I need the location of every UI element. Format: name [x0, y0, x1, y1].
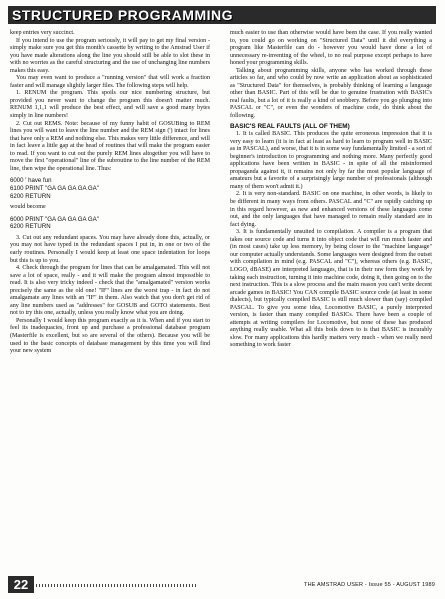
- paragraph: 1. It is called BASIC. This produces the quite erroneous impression that it is very easy to learn (it is in fact at least as hard to learn to program well in BASIC as in PASCAL), and worse, that it is in some way fundamentally limited - a sort of beginner's introduction to programming and nothing more. Many perfectly good applications have been written in BASIC - in spite of all the misinformed propaganda against it, it remains not only by far the most popular language of amateurs but a favorite of a surprisingly large number of professionals (although many of them won't admit it.): [230, 131, 432, 190]
- paragraph: much easier to use than otherwise would have been the case. If you really wanted to, you could go on working on "Structured Data" until it did everything a program like Masterfile can do - however you would have done a lot of unnecessary re-inventing of the wheel, to no real purpose except perhaps to have honed your programming skills.: [230, 30, 432, 67]
- paragraph: 2. Cut out REMS. Note: because of my funny habit of GOSUBing to REM lines you will want to leave the line number and the REM sign (') intact for lines that have only a REM and nothing else. This makes very little difference, and will in fact leave a little gap at the head of routines that will make the program easier to read. If you want to cut out the purely REM lines altogether you will have to move the first "operational" line of the subroutine to the line number of the REM line, then wipe the operational line. Thus:: [10, 120, 210, 172]
- left-column: [10, 30, 210, 356]
- paragraph: 2. It is very non-standard. BASIC on one machine, in other words, is likely to be different in many ways from others. PASCAL and "C" are rapidly catching up in this regard however, as new and enhanced versions of these languages come out, and the only languages that have managed to remain really standard are in fact dying.: [230, 191, 432, 228]
- paragraph: Talking about programming skills, anyone who has worked through these articles so far, and who could by now write an application about as sophisticated as "Structured Data" for themselves, is probably thinking of learning a language other than BASIC. Part of this will be due to genuine frustration with BASIC's real faults, but a lot of it is really a kind of snobbery. Before you go plunging into PASCAL or "C", or even the wonders of machine code, do think about the following.: [230, 67, 432, 120]
- code-line: 6200 RETURN: [10, 223, 51, 231]
- code-line: 6100 PRINT "GA GA GA GA GA": [10, 184, 99, 192]
- code-line: 6000 ' have fun: [10, 177, 52, 185]
- right-column: [230, 30, 432, 350]
- code-line: 6200 RETURN: [10, 192, 51, 200]
- footer-publication: THE AMSTRAD USER - Issue 55 - AUGUST 1989: [304, 582, 435, 588]
- paragraph: 1. RENUM the program. This spoils our nice numbering structure, but provided you never want to change the program this doesn't matter much. RENUM 1,1,1 will produce the best effect, and will save a good many bytes simply in line numbers!: [10, 90, 210, 120]
- paragraph: 4. Check through the program for lines that can be amalgamated. This will not save a lot of space, really - and it will make the program almost impossible to read. It is also very tricky indeed - check that the "amalgamated" version works precisely the same as the old one! "IF" lines are the worst trap - in fact do not amalgamate any lines with an "IF" in them. Also watch that you don't get rid of any line numbers used as "addresses" for GOSUB and GOTO statements. Best not to try this one, actually, unless you really know what you are doing.: [10, 265, 210, 317]
- page-number: 22: [8, 576, 34, 593]
- code-listing-1: [10, 177, 210, 200]
- footer-divider: [36, 584, 196, 587]
- paragraph: You may even want to produce a "running version" that will work a fraction faster and will manage slightly larger files. The following steps will help.: [10, 75, 210, 89]
- paragraph: 3. It is fundamentally unsuited to compilation. A compiler is a program that takes our source code and turns it into object code that will run much faster and (in most cases) take up less memory, by being closer to the "machine language" our computer actually understands. Some languages were designed from the outset with compilation in mind (e.g. PASCAL and "C"), whereas others (e.g. BASIC, LOGO, dBASE) are interpreted languages, that is in their raw form they work by taking each instruction, turning it into machine code, doing it, then going on to the next instruction. This is a slow process and the main reason you can't write decent arcade games in BASIC! You CAN compile BASIC source code (at least in some dialects), but typically compiled BASIC is still much slower than (say) compiled PASCAL. To give you some idea, Locomotive BASIC, a purely interpreted version, is faster than many compiled BASICs. There have been a couple of attempts at writing compilers for Locomotive, but none of these has produced anything really usable. What all this boils down to is that BASIC is incurably slow. For many applications this hardly matters very much - when we really need something to work faster: [230, 229, 432, 349]
- code-listing-2: [10, 216, 210, 231]
- page-footer: [0, 576, 445, 596]
- paragraph: keep entries very succinct.: [10, 30, 75, 36]
- paragraph: would become: [10, 204, 46, 211]
- subheading: BASIC'S REAL FAULTS (ALL OF THEM): [230, 122, 350, 130]
- paragraph: Personally I would keep this program exactly as it is. When and if you start to feel its inadequacies, front up and purchase a professional database program (Masterfile is excellent, but so are several of the others). Because you will be used to the basic concepts of database management by this time you will find your new system: [10, 317, 210, 355]
- page-header: [8, 6, 436, 24]
- section-title: STRUCTURED PROGRAMMING: [12, 7, 233, 23]
- code-line: 6000 PRINT "GA GA GA GA GA": [10, 215, 99, 223]
- paragraph: If you intend to use the program seriously, it will pay to get my final version - simply make sure you get this month's cassette by writing to the Amstrad User if you have made alterations along the line you should still be able to slot these in with no worries as the careful structuring and the use of unchanging line numbers makes this easy.: [10, 37, 210, 74]
- paragraph: 3. Cut out any redundant spaces. You may have already done this, actually, or you may not have typed in the redundant spaces I put in, in one or two of the early routines. Personally I would keep at least one space indentation for loops but this is up to you.: [10, 234, 210, 264]
